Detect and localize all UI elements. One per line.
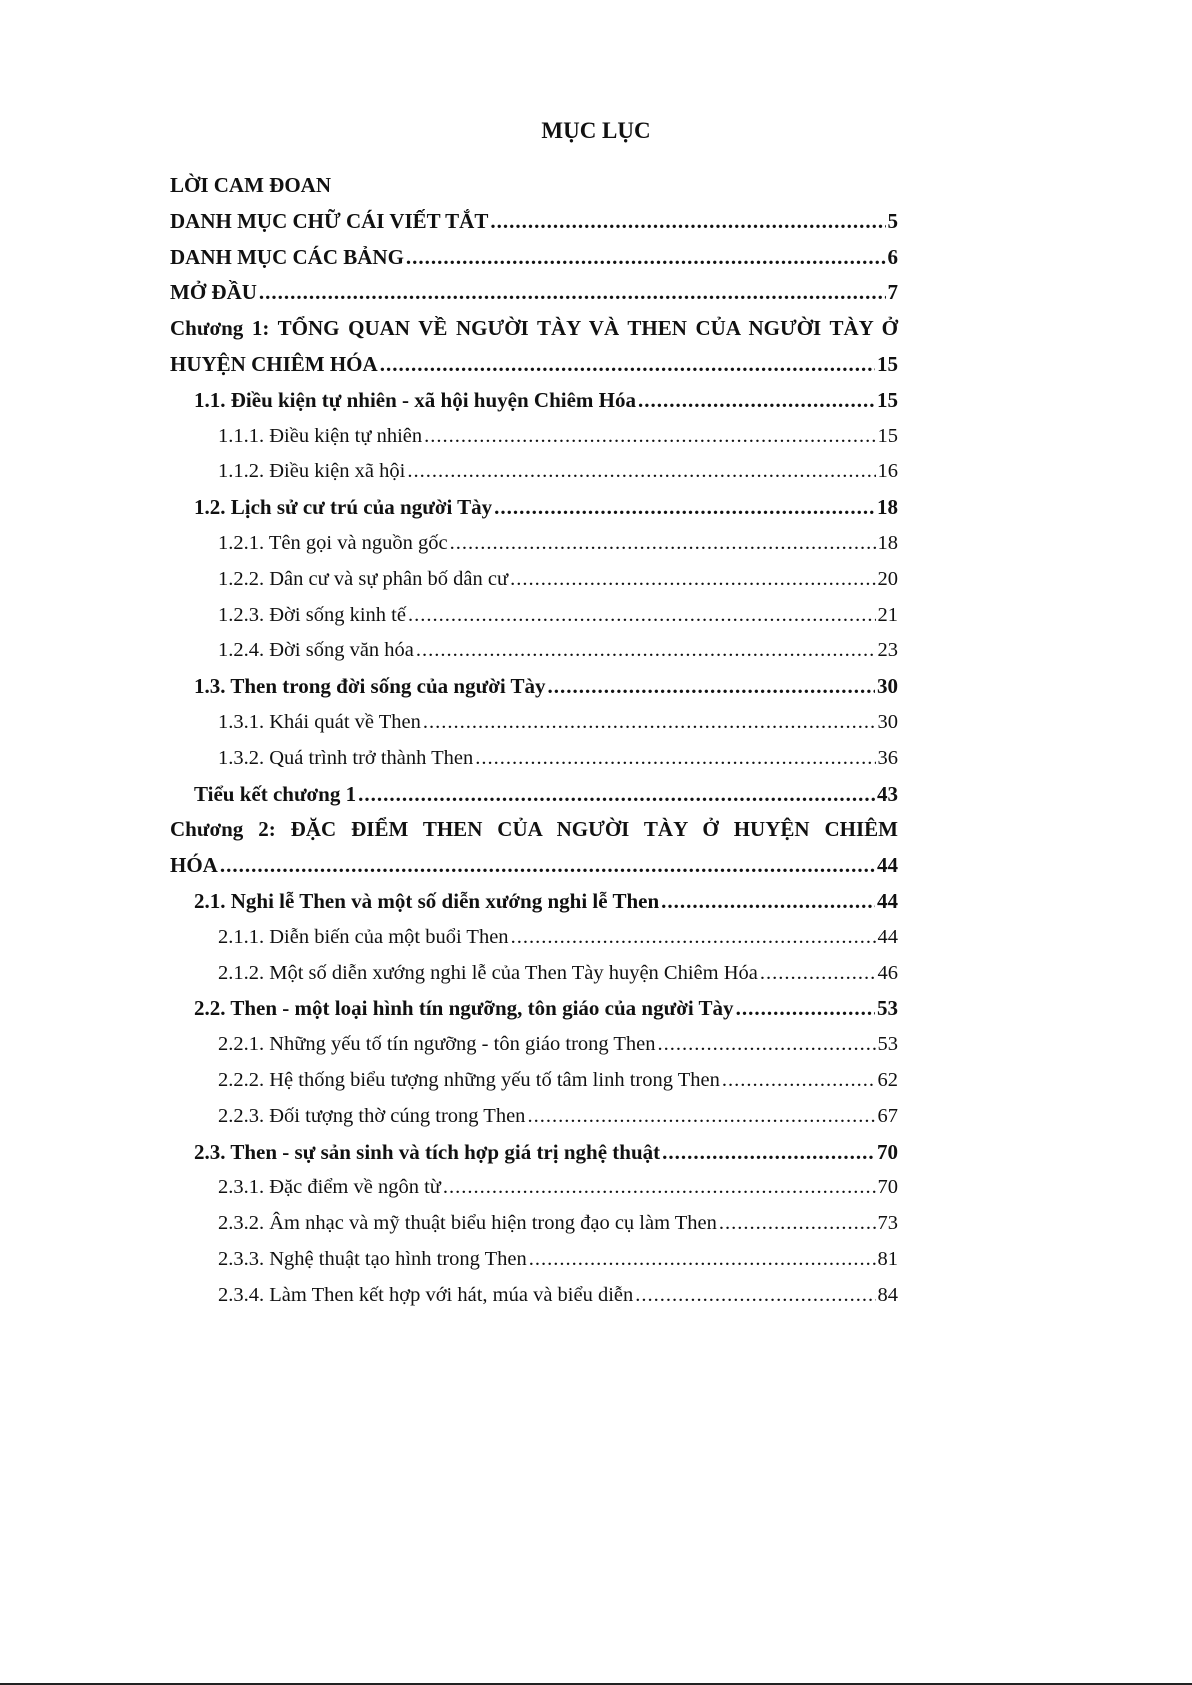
toc-entry (170, 1099, 898, 1135)
toc-page-number: 36 (877, 746, 898, 769)
toc-leader-dots (443, 1170, 876, 1206)
toc-entry (170, 956, 898, 992)
toc-leader-dots (635, 1278, 875, 1314)
toc-leader-dots (358, 777, 875, 813)
toc-page-number: 15 (877, 387, 898, 412)
toc-entry (170, 848, 898, 884)
toc-page-number: 15 (877, 424, 898, 447)
toc-page-number: 18 (877, 531, 898, 554)
toc-entry-text: 2.3.4. Làm Then kết hợp với hát, múa và biểu diễn (218, 1283, 634, 1306)
toc-page-number: 21 (877, 603, 898, 626)
toc-entry-text: 1.1.1. Điều kiện tự nhiên (218, 424, 423, 447)
toc-entry (170, 1278, 898, 1314)
toc-entry-text: 2.2. Then - một loại hình tín ngưỡng, tôn giáo của người Tày (194, 996, 734, 1021)
toc-entry (170, 383, 898, 419)
toc-page-number: 53 (877, 996, 898, 1021)
toc-entry-text: 1.3.1. Khái quát về Then (218, 710, 421, 733)
toc-entry (170, 240, 898, 276)
toc-entry (170, 669, 898, 705)
toc-page-number: 84 (877, 1283, 898, 1306)
toc-leader-dots (548, 669, 875, 705)
toc-leader-dots (638, 383, 875, 419)
toc-page-number: 6 (887, 244, 898, 269)
toc-entry-text: LỜI CAM ĐOAN (170, 173, 331, 197)
toc-entry-text: MỞ ĐẦU (170, 280, 257, 305)
toc-entry-text: 2.2.3. Đối tượng thờ cúng trong Then (218, 1104, 526, 1127)
toc-leader-dots (494, 490, 875, 526)
toc-page-number: 30 (877, 674, 898, 699)
toc-page-number: 7 (887, 280, 898, 305)
toc-entry (170, 812, 898, 848)
toc-entry (170, 884, 898, 920)
toc-leader-dots (380, 347, 875, 383)
toc-page-number: 5 (887, 208, 898, 233)
toc-entry (170, 1027, 898, 1063)
toc-entry (170, 991, 898, 1027)
toc-leader-dots (527, 1099, 875, 1135)
toc-page-number: 81 (877, 1247, 898, 1270)
toc-entry-text: 1.2. Lịch sử cư trú của người Tày (194, 495, 493, 520)
toc-page-number: 62 (877, 1068, 898, 1091)
toc-leader-dots (424, 419, 875, 455)
toc-entry (170, 490, 898, 526)
toc-entry-text: 1.2.1. Tên gọi và nguồn gốc (218, 531, 448, 554)
toc-entry (170, 777, 898, 813)
toc-leader-dots (511, 920, 876, 956)
toc-leader-dots (662, 1135, 875, 1171)
toc-page-number: 53 (877, 1033, 898, 1056)
toc-entry-text: 1.3.2. Quá trình trở thành Then (218, 746, 474, 769)
toc-page-number: 16 (877, 460, 898, 483)
toc-leader-dots (490, 204, 885, 240)
table-of-contents (170, 168, 898, 1314)
toc-leader-dots (259, 275, 886, 311)
toc-entry-text: Chương 1: TỔNG QUAN VỀ NGƯỜI TÀY VÀ THEN CỦA NGƯỜI TÀY Ở (170, 316, 898, 341)
toc-entry (170, 1063, 898, 1099)
toc-page-number: 18 (877, 495, 898, 520)
toc-entry (170, 920, 898, 956)
toc-entry (170, 705, 898, 741)
toc-page-number: 43 (877, 781, 898, 806)
toc-entry-text: 1.2.3. Đời sống kinh tế (218, 603, 406, 626)
toc-page-number: 23 (877, 639, 898, 662)
toc-entry-text: 2.3.1. Đặc điểm về ngôn từ (218, 1176, 441, 1199)
toc-leader-dots (661, 884, 875, 920)
toc-entry (170, 526, 898, 562)
toc-entry-text: 2.1. Nghi lễ Then và một số diễn xướng nghi lễ Then (194, 888, 660, 913)
toc-entry-text: HUYỆN CHIÊM HÓA (170, 351, 378, 376)
toc-page-number: 70 (877, 1139, 898, 1164)
toc-entry (170, 598, 898, 634)
toc-entry (170, 204, 898, 240)
toc-leader-dots (529, 1242, 876, 1278)
toc-entry-text: HÓA (170, 853, 218, 878)
toc-leader-dots (719, 1206, 876, 1242)
toc-page-number: 46 (877, 961, 898, 984)
toc-page-number: 30 (877, 710, 898, 733)
toc-leader-dots (475, 741, 875, 777)
toc-title: MỤC LỤC (541, 118, 651, 143)
toc-entry-text: 1.2.4. Đời sống văn hóa (218, 639, 414, 662)
toc-entry (170, 419, 898, 455)
toc-leader-dots (406, 240, 886, 276)
toc-leader-dots (423, 705, 876, 741)
toc-entry-text: 2.1.2. Một số diễn xướng nghi lễ của Then Tày huyện Chiêm Hóa (218, 961, 758, 984)
toc-entry-text: 2.3. Then - sự sản sinh và tích hợp giá trị nghệ thuật (194, 1139, 661, 1164)
toc-leader-dots (407, 454, 875, 490)
toc-leader-dots (760, 956, 876, 992)
toc-page-number: 44 (877, 925, 898, 948)
toc-entry-text: 2.2.1. Những yếu tố tín ngưỡng - tôn giáo trong Then (218, 1033, 656, 1056)
toc-page-number: 20 (877, 567, 898, 590)
toc-entry-text: 2.3.3. Nghệ thuật tạo hình trong Then (218, 1247, 527, 1270)
toc-entry-text: 2.1.1. Diễn biến của một buổi Then (218, 925, 509, 948)
toc-page-number: 44 (877, 853, 898, 878)
toc-leader-dots (408, 598, 876, 634)
toc-entry-text: Tiểu kết chương 1 (194, 781, 357, 806)
toc-entry-text: Chương 2: ĐẶC ĐIỂM THEN CỦA NGƯỜI TÀY Ở HUYỆN CHIÊM (170, 817, 898, 842)
toc-page-number: 73 (877, 1212, 898, 1235)
toc-entry (170, 311, 898, 347)
toc-leader-dots (722, 1063, 876, 1099)
toc-page-number: 15 (877, 351, 898, 376)
toc-entry (170, 741, 898, 777)
toc-entry (170, 1242, 898, 1278)
toc-leader-dots (658, 1027, 876, 1063)
toc-entry (170, 633, 898, 669)
toc-entry-text: DANH MỤC CHỮ CÁI VIẾT TẮT (170, 208, 489, 233)
toc-leader-dots (416, 633, 876, 669)
toc-entry-text: 1.2.2. Dân cư và sự phân bố dân cư (218, 567, 509, 590)
toc-entry (170, 275, 898, 311)
toc-entry (170, 1135, 898, 1171)
toc-leader-dots (736, 991, 875, 1027)
toc-entry-text: 1.3. Then trong đời sống của người Tày (194, 674, 546, 699)
toc-entry-text: 1.1. Điều kiện tự nhiên - xã hội huyện Chiêm Hóa (194, 387, 636, 412)
toc-entry (170, 168, 898, 204)
toc-entry-text: 1.1.2. Điều kiện xã hội (218, 460, 406, 483)
toc-entry-text: 2.3.2. Âm nhạc và mỹ thuật biểu hiện trong đạo cụ làm Then (218, 1212, 717, 1235)
toc-leader-dots (220, 848, 875, 884)
toc-entry (170, 347, 898, 383)
toc-leader-dots (450, 526, 876, 562)
toc-entry (170, 1206, 898, 1242)
toc-entry (170, 1170, 898, 1206)
toc-leader-dots (510, 562, 875, 598)
toc-page-number: 44 (877, 888, 898, 913)
toc-page-number: 67 (877, 1104, 898, 1127)
toc-entry (170, 562, 898, 598)
toc-entry-text: 2.2.2. Hệ thống biểu tượng những yếu tố tâm linh trong Then (218, 1068, 720, 1091)
toc-entry (170, 454, 898, 490)
toc-page-number: 70 (877, 1176, 898, 1199)
toc-entry-text: DANH MỤC CÁC BẢNG (170, 244, 404, 269)
